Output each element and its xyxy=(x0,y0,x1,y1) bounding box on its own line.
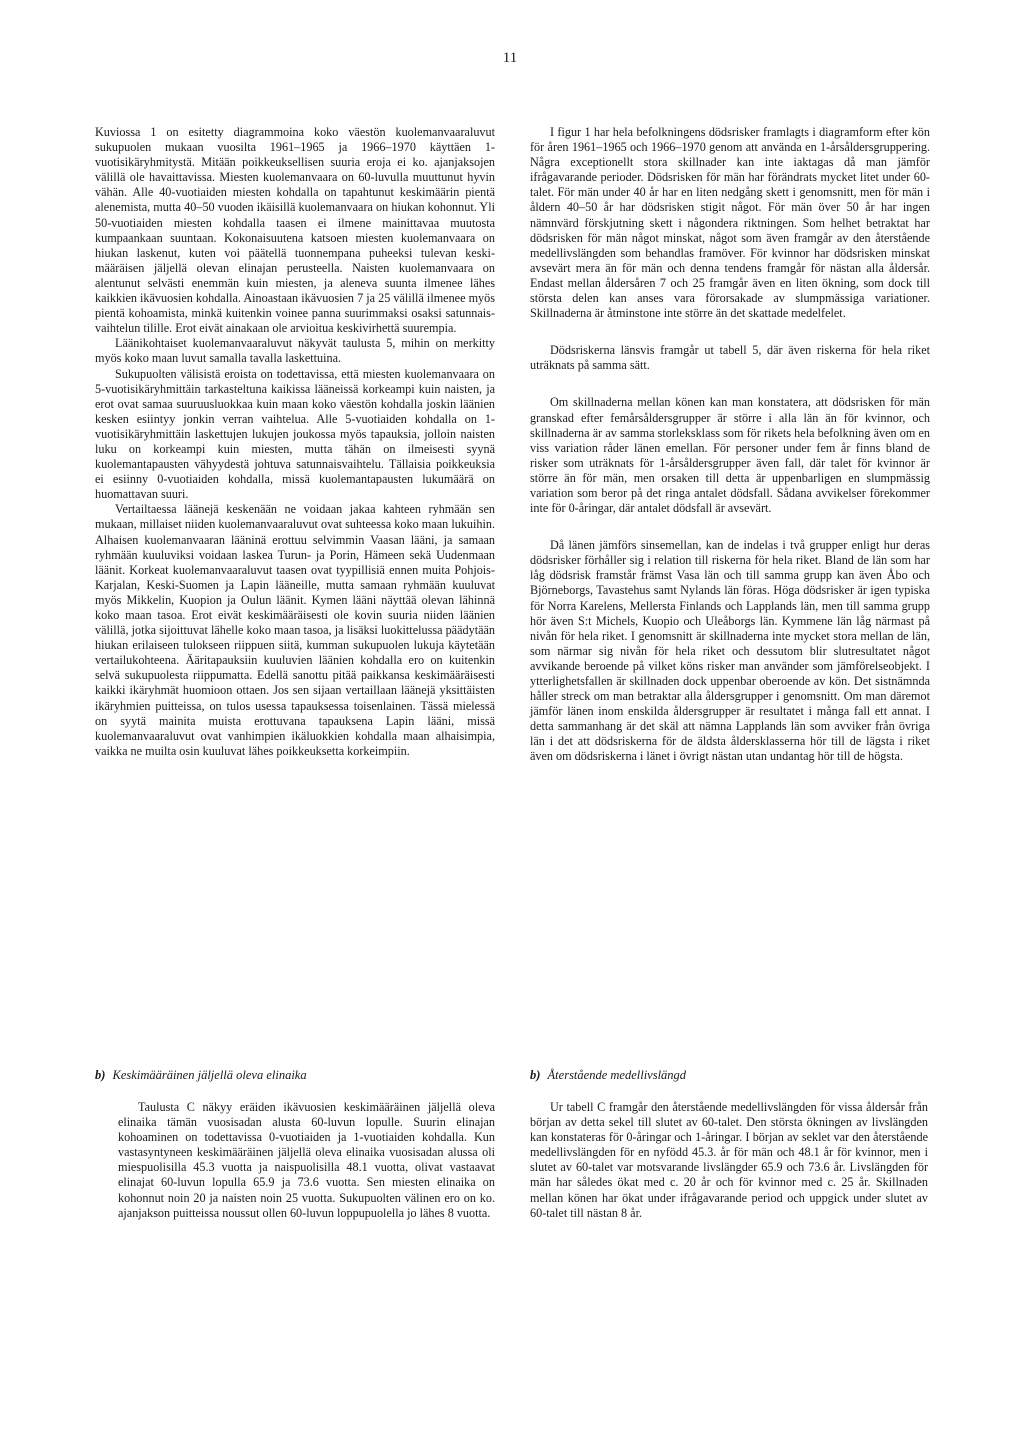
finnish-section-heading xyxy=(95,1068,307,1083)
page-number: 11 xyxy=(502,50,518,66)
finnish-section-body xyxy=(118,1100,495,1221)
swedish-paragraph-2: Dödsriskerna länsvis framgår ut tabell 5, där även riskerna för hela riket uträknats på samma sätt. xyxy=(530,343,930,373)
finnish-paragraph-1: Kuviossa 1 on esitetty diagrammoina koko väestön kuolemanvaaraluvut sukupuolen mukaan vuosilta 1961–1965 ja 1966–1970 käyttäen 1-vuotisikäryhmitystä. Mitään poikkeuksellisen suuria eroja ei ko. ajanjaksojen välillä ole havaittavissa. Miesten kuolemanvaara on 60-luvulla muuttunut hyvin vähän. Alle 40-vuotiaiden miesten kohdalla on tapahtunut keskimäärin pientä alenemista, mutta 40–50 vuoden ikäisillä kuolemanvaara on hiukan kohonnut. Yli 50-vuotiaiden miesten kohdalla taasen ei ilmene mainittavaa muutosta kumpaankaan suuntaan. Kokonaisuutena katsoen miesten kuolemanvaara on hiukan laskenut, kuten voi päätellä tuonnempana puheeksi tulevan keskimääräisen jäljellä olevan elinajan perusteella. Naisten kuolemanvaara on alentunut selvästi enemmän kuin miesten, ja aleneva suunta ilmenee lähes kaikkien ikävuosien kohdalla. Ainoastaan ikävuosien 7 ja 25 välillä ilmenee myös pientä kohoamista, minkä kuitenkin voinee panna suurimmaksi osaksi satunnaisvaihtelun tilille. Erot eivät ainakaan ole arvioitua keskivirhettä suurempia. xyxy=(95,125,495,336)
swedish-column xyxy=(530,125,930,765)
swedish-paragraph-3: Om skillnaderna mellan könen kan man konstatera, att dödsrisken för män granskad efter femårsåldersgrupper är större i alla län än för kvinnor, och skillnaderna är av samma storleksklass som för rikets hela befolkning även om en viss variation råder länen emellan. För personer under fem år finns bland de risker som uträknats för 1-årsåldersgrupper även fall, där talet för kvinnor är större än för män, men orsaken till detta är uppenbarligen en slumpmässig variation som beror på det ringa antalet dödsfall. Sådana avvikelser förekommer inte för 0-åringar, där antalet dödsfall är avsevärt. xyxy=(530,395,930,516)
swedish-section-letter: b) xyxy=(530,1068,541,1082)
swedish-paragraph-4: Då länen jämförs sinsemellan, kan de indelas i två grupper enligt hur deras dödsrisker förhåller sig i relation till riskerna för hela riket. Bland de län som har låg dödsrisk framstår främst Vasa län och till samma grupp kan även Åbo och Björneborgs, Tavastehus samt Nylands län föras. Höga dödsrisker är igen typiska för Norra Karelens, Mellersta Finlands och Lapplands län, men till samma grupp hör även S:t Michels, Kuopio och Uleåborgs län. Kymmene län låg närmast på nivån för hela riket. I genomsnitt är skillnaderna inte mycket stora mellan de län, som närmar sig nivån för hela riket och dessutom blir slutresultatet något avvikande beroende på vilket köns risker man använder som jämförelseobjekt. I ytterlighetsfallen är skillnaden dock uppenbar oberoende av kön. Det sistnämnda håller streck om man betraktar alla åldersgrupper i genomsnitt. Om man däremot jämför länen inom enskilda åldersgrupper är resultatet i många fall ett annat. I detta sammanhang är det skäl att nämna Lapplands län som avviker från övriga län i det att dödsriskerna för de äldsta åldersklasserna hör till de lägsta i riket även om dödsriskerna i länet i övrigt nästan utan undantag hör till de högsta. xyxy=(530,538,930,764)
finnish-section-title: Keskimääräinen jäljellä oleva elinaika xyxy=(112,1068,307,1082)
swedish-section-body xyxy=(530,1100,928,1221)
finnish-column xyxy=(95,125,495,759)
finnish-section-paragraph: Taulusta C näkyy eräiden ikävuosien keskimääräinen jäljellä oleva elinaika tämän vuosisadan alusta 60-luvun lopulle. Suurin elinajan kohoaminen on todettavissa 0-vuotiaiden ja 1-vuotiaiden kohdalla. Kun vastasyntyneen keskimääräinen jäljellä oleva elinaika vuosisadan alussa oli miespuolisilla 45.3 vuotta ja naispuolisilla 48.1 vuotta, olivat vastaavat elinajat 60-luvun lopulla 65.9 ja 73.6 vuotta. Sen miesten elinaika on kohonnut noin 20 ja naisten noin 25 vuotta. Sukupuolten välinen ero on ko. ajanjakson puitteissa noussut ollen 60-luvun loppupuolella jo lähes 8 vuotta. xyxy=(118,1100,495,1220)
finnish-paragraph-2: Läänikohtaiset kuolemanvaaraluvut näkyvät taulusta 5, mihin on merkitty myös koko maan luvut samalla tavalla laskettuina. xyxy=(95,336,495,366)
finnish-section-letter: b) xyxy=(95,1068,106,1082)
finnish-paragraph-4: Vertailtaessa läänejä keskenään ne voidaan jakaa kahteen ryhmään sen mukaan, millaiset niiden kuolemanvaaraluvut ovat suhteessa koko maan lukuihin. Alhaisen kuolemanvaaran lääninä erottuu selvimmin Vaasan lääni, ja samaan ryhmään kuuluviksi voidaan laskea Turun- ja Porin, Hämeen sekä Uudenmaan läänit. Korkeat kuolemanvaaraluvut taasen ovat tyypillisiä ennen muita Pohjois-Karjalan, Keski-Suomen ja Lapin lääneille, mutta samaan ryhmään kuuluvat myös Mikkelin, Kuopion ja Oulun läänit. Kymen lääni näyttää olevan lähinnä koko maan tasoa. Erot eivät keskimääräisesti ole kovin suuria niiden läänien välillä, jotka sijoittuvat lähelle koko maan tasoa, ja lisäksi luokittelussa päädytään hiukan erilaiseen tulokseen riippuen siitä, kumman sukupuolen lukuja käytetään vertailukohteena. Ääritapauksiin kuuluvien läänien kohdalla ero on kuitenkin selvä sukupuolesta riippumatta. Edellä sanottu pitää paikkansa keskimääräisesti kaikki ikäryhmät huomioon ottaen. Jos sen sijaan vertaillaan läänejä yksittäisten ikäryhmien puitteissa, on tulos usessa tapauksessa toisenlainen. Tässä mielessä on syytä mainita muista erottuvana tapauksena Lapin lääni, missä kuolemanvaaraluvut ovat vanhimpien ikäluokkien kohdalla maan alhaisimpia, vaikka ne muilta osin kuuluvat lähes poikkeuksetta korkeimpiin. xyxy=(95,502,495,758)
swedish-section-title: Återstående medellivslängd xyxy=(547,1068,687,1082)
finnish-paragraph-3: Sukupuolten välisistä eroista on todettavissa, että miesten kuolemanvaara on 5-vuotisikäryhmittäin tarkasteltuna kaikissa lääneissä korkeampi kuin naisten, ja erot ovat samaa suuruusluokkaa kuin maan koko väestön kohdalla joskin läänien kesken esiintyy jonkin verran vaihtelua. Alle 5-vuotiaiden kohdalla on 1-vuotisikäryhmittäin laskettujen lukujen joukossa myös tapauksia, jolloin naisten luku on korkeampi kuin miesten, mutta tähän on ilmeisesti syynä kuolemantapausten vähyydestä johtuva satunnaisvaihtelu. Tällaisia poikkeuksia ei esiinny 0-vuotiaiden kohdalla, missä kuolemantapausten lukumäärä on huomattavan suuri. xyxy=(95,366,495,502)
swedish-section-paragraph: Ur tabell C framgår den återstående medellivslängden för vissa åldersår från början av detta sekel till slutet av 60-talet. Den största ökningen av livslängden kan konstateras för 0-åringar och 1-åringar. I början av seklet var den återstående medellivslängden för en nyfödd 45.3. år för män och 48.1 år för kvinnor, men i slutet av 60-talet var motsvarande livslängder 65.9 och 73.6 år. Livslängden för män har således ökat med c. 20 år och för kvinnor med c. 25 år. Skillnaden mellan könen har ökat under ifrågavarande period och uppgick under slutet av 60-talet till nästan 8 år. xyxy=(530,1100,928,1220)
swedish-section-heading xyxy=(530,1068,686,1083)
swedish-paragraph-1: I figur 1 har hela befolkningens dödsrisker framlagts i diagramform efter kön för åren 1961–1965 och 1966–1970 genom att använda en 1-årsåldersgruppering. Några exceptionellt stora skillnader kan inte iaktagas då man jämför ifrågavarande perioder. Dödsrisken för män har förändrats mycket litet under 60-talet. För män under 40 år har en liten nedgång skett i genomsnitt, men för män i åldern 40–50 år har dödsrisken stigit något. För män över 50 år har ingen nämnvärd förskjutning skett i någondera riktningen. Som helhet betraktat har dödsrisken för män något minskat, något som även framgår av den återstående medellivslängden som behandlas framöver. För kvinnor har dödsrisken minskat avsevärt mera än för män och denna tendens framgår för nästan alla åldersår. Endast mellan åldersåren 7 och 25 framgår även en liten ökning, som dock till största delen kan anses vara förorsakade av slumpmässiga variationer. Skillnaderna är åtminstone inte större än det skattade medelfelet. xyxy=(530,125,930,321)
